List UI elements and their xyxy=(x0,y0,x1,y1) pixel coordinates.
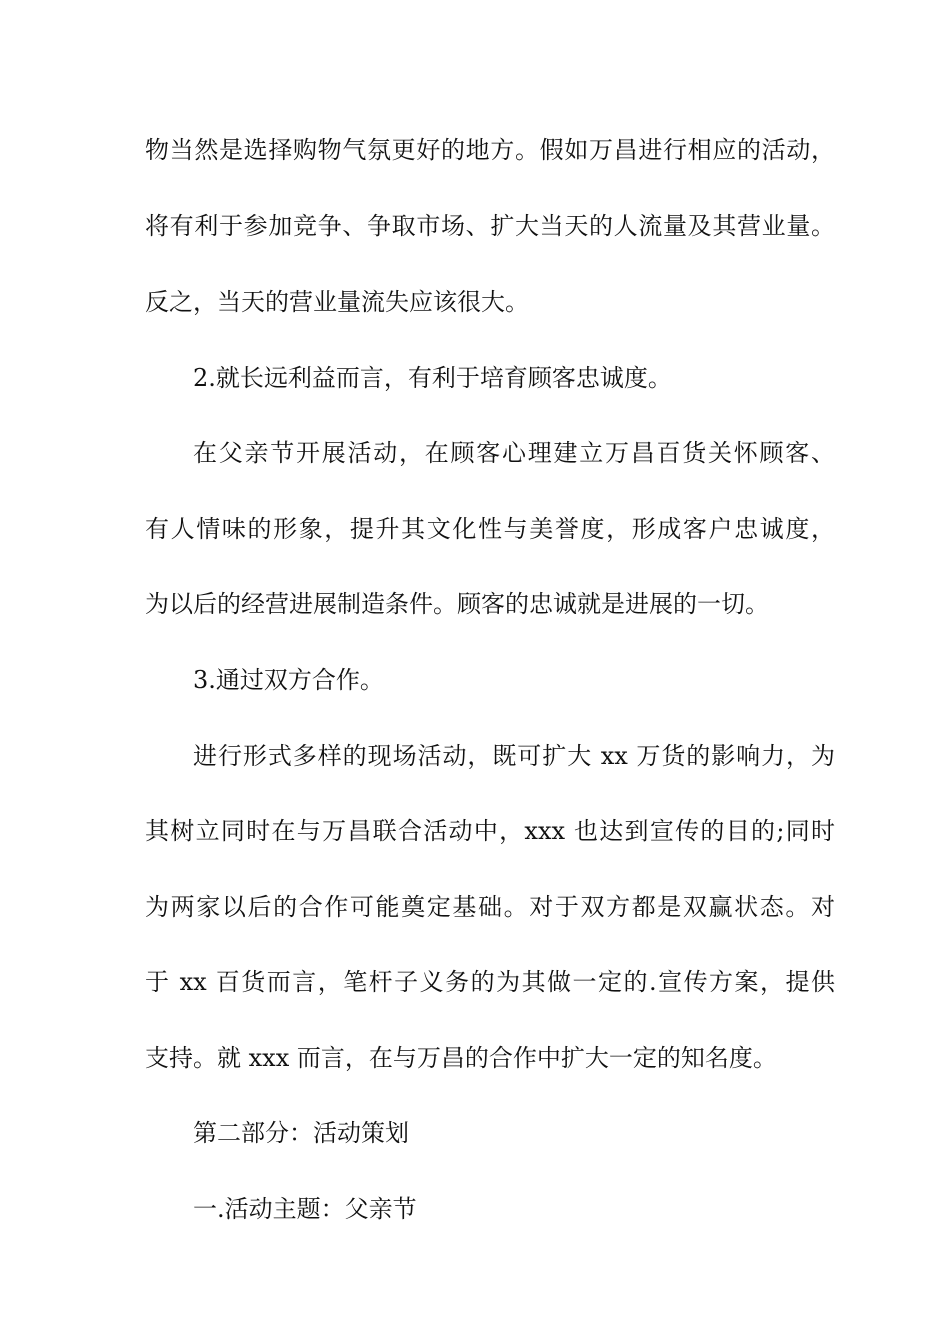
subsection-heading: 一.活动主题：父亲节 xyxy=(193,1195,417,1223)
paragraph-line: 反之，当天的营业量流失应该很大。 xyxy=(145,288,529,316)
paragraph-line: 为以后的经营进展制造条件。顾客的忠诚就是进展的一切。 xyxy=(145,590,769,618)
paragraph-line: 有人情味的形象，提升其文化性与美誉度，形成客户忠诚度， xyxy=(145,515,835,543)
part-heading: 第二部分：活动策划 xyxy=(193,1119,409,1147)
paragraph-line: 将有利于参加竞争、争取市场、扩大当天的人流量及其营业量。 xyxy=(145,212,835,240)
paragraph-line: 在父亲节开展活动，在顾客心理建立万昌百货关怀顾客、 xyxy=(193,439,835,467)
paragraph-line: 于 xx 百货而言，笔杆子义务的为其做一定的.宣传方案，提供 xyxy=(145,968,835,996)
paragraph-line: 其树立同时在与万昌联合活动中，xxx 也达到宣传的目的;同时 xyxy=(145,817,835,845)
paragraph-line: 进行形式多样的现场活动，既可扩大 xx 万货的影响力，为 xyxy=(193,742,835,770)
section-heading: 2.就长远利益而言，有利于培育顾客忠诚度。 xyxy=(193,364,672,392)
paragraph-line: 支持。就 xxx 而言，在与万昌的合作中扩大一定的知名度。 xyxy=(145,1044,777,1072)
paragraph-line: 物当然是选择购物气氛更好的地方。假如万昌进行相应的活动， xyxy=(145,136,835,164)
paragraph-line: 为两家以后的合作可能奠定基础。对于双方都是双赢状态。对 xyxy=(145,893,835,921)
section-heading: 3.通过双方合作。 xyxy=(193,666,384,694)
